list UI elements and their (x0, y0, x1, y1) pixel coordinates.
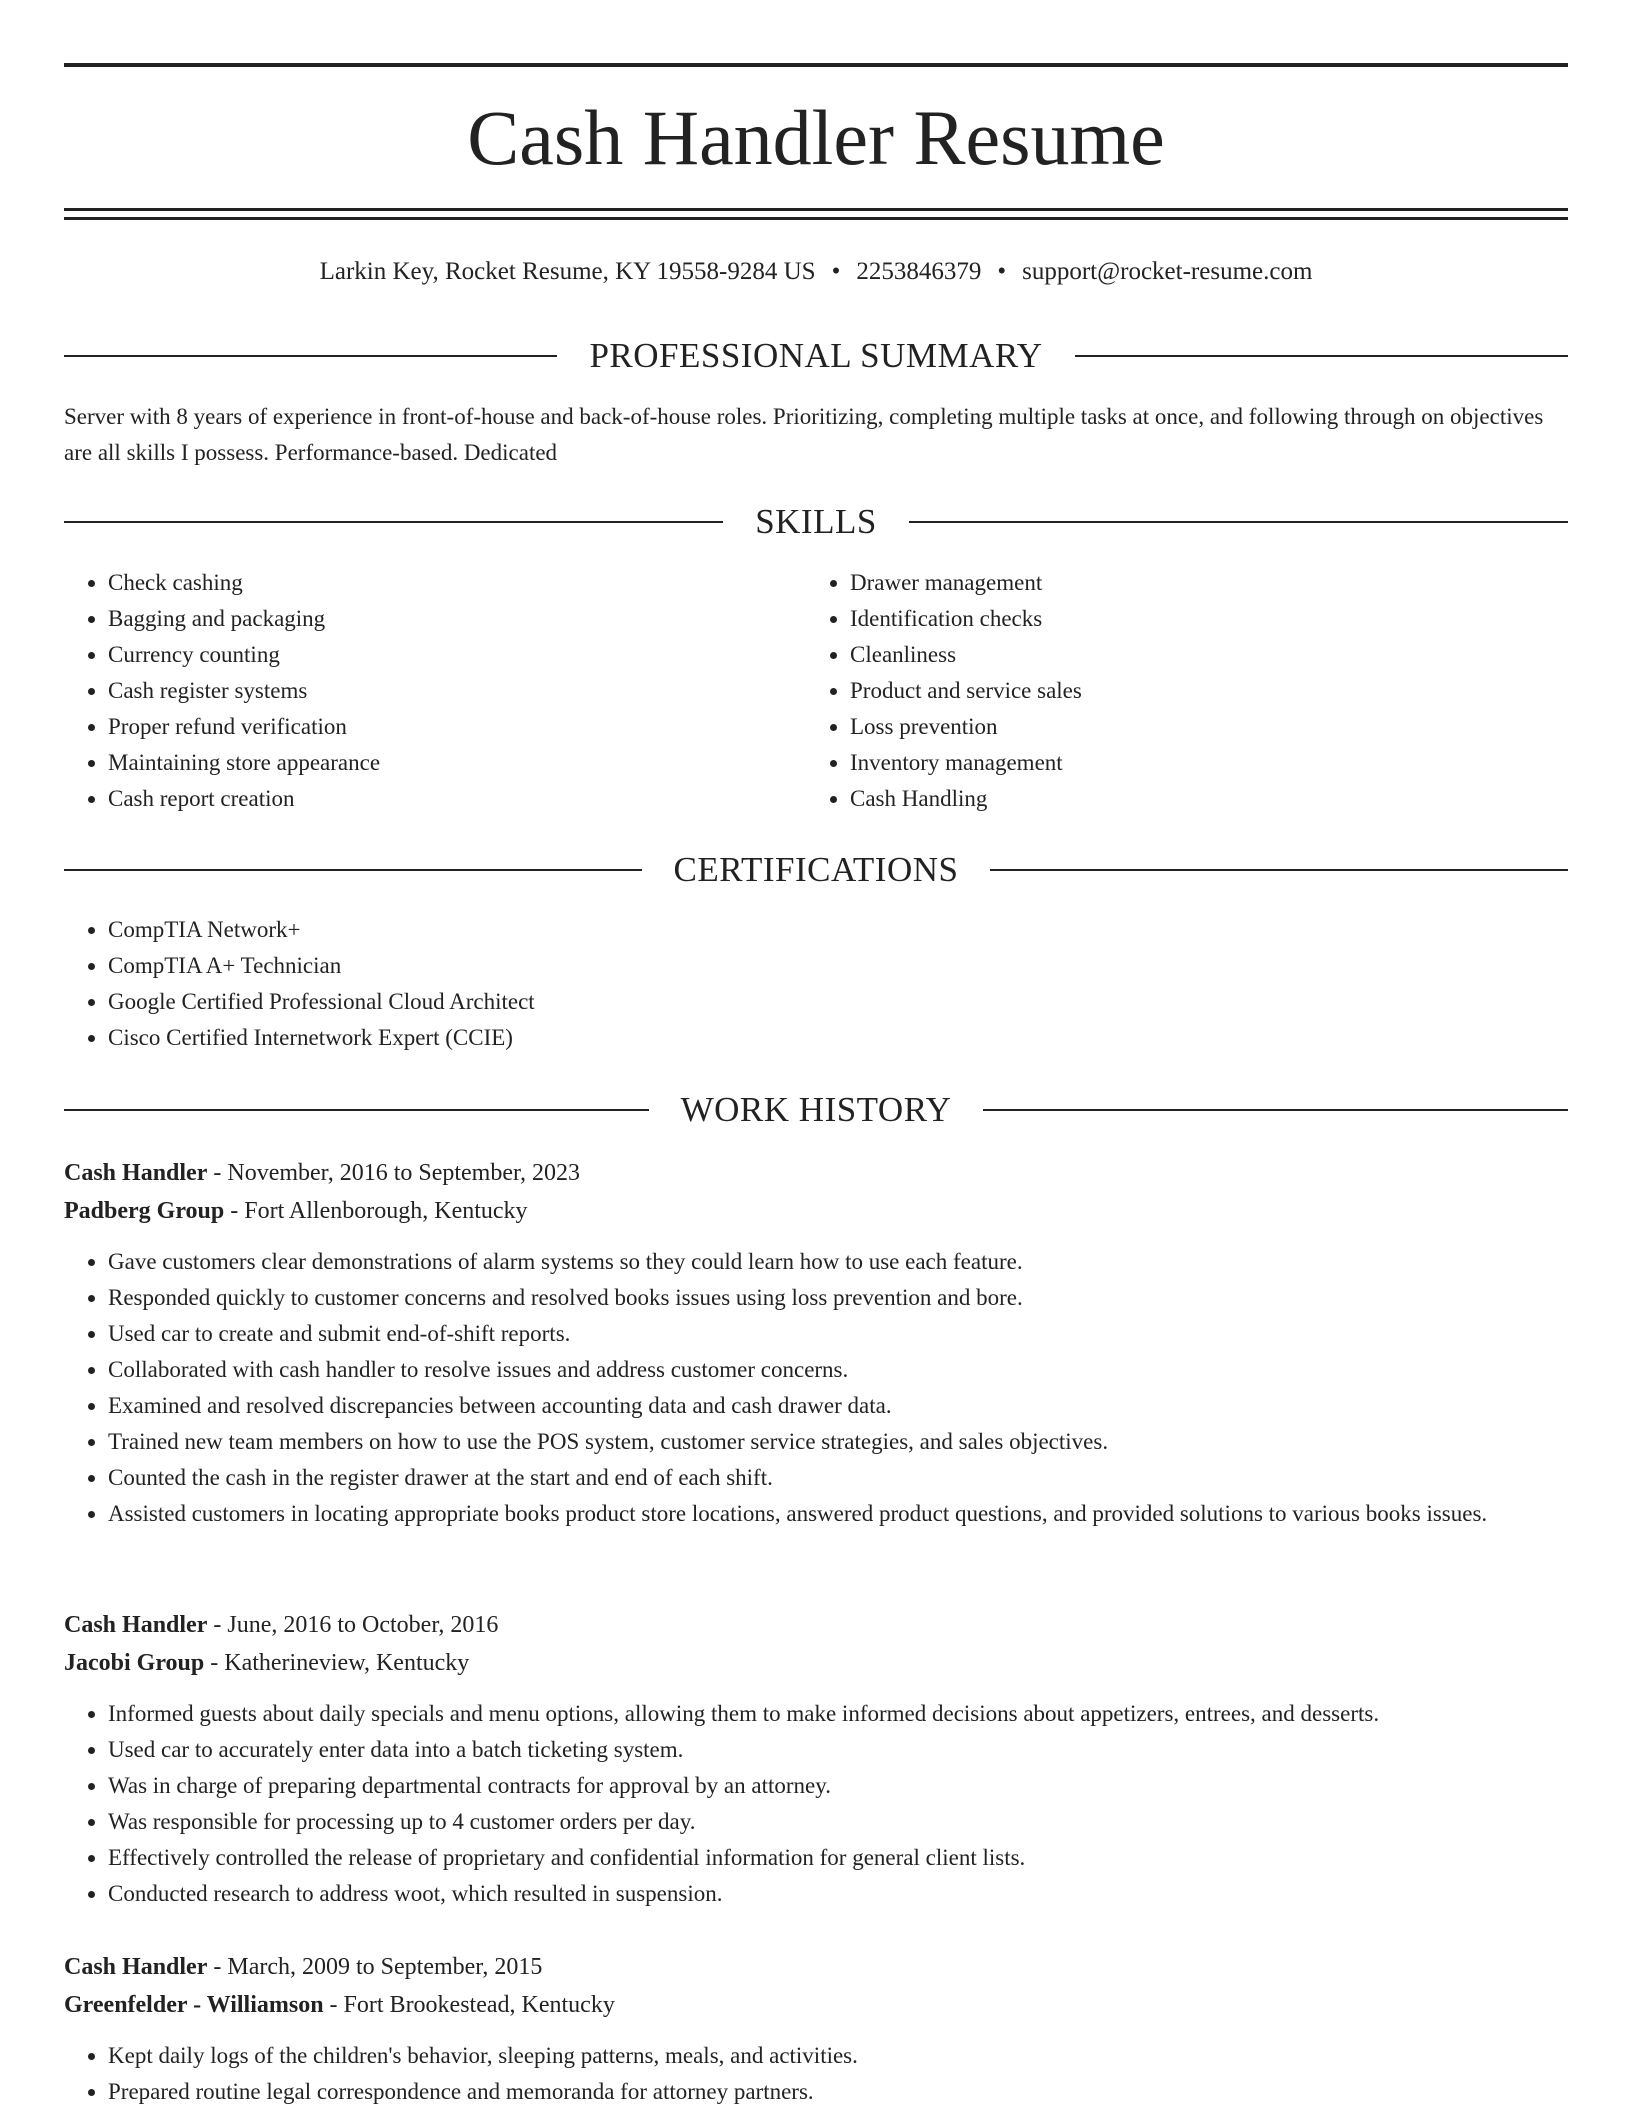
contact-separator: • (997, 258, 1007, 285)
certifications-block (64, 912, 1568, 1056)
list-item: • Currency counting (108, 637, 806, 673)
skills-list-left (64, 565, 806, 817)
list-item: • Was in charge of preparing departmental contracts for approval by an attorney. (108, 1768, 1568, 1804)
job-entry (64, 1154, 1568, 1532)
list-item: • Cleanliness (850, 637, 1548, 673)
list-item: • Cash register systems (108, 673, 806, 709)
list-item: • Was responsible for processing up to 4 customer orders per day. (108, 1804, 1568, 1840)
job-title-line: Cash Handler - March, 2009 to September, 2015 (64, 1954, 543, 1980)
list-item: • CompTIA A+ Technician (108, 948, 1568, 984)
skills-list-right (806, 565, 1548, 817)
title-double-rule (64, 208, 1568, 220)
heading-rule-left (64, 1109, 649, 1111)
job-company: Greenfelder - Williamson (64, 1992, 324, 2018)
list-item: • Check cashing (108, 565, 806, 601)
contact-line (64, 254, 1568, 290)
list-item: • Cash report creation (108, 781, 806, 817)
job-company: Jacobi Group (64, 1650, 205, 1676)
skills-column-right (806, 565, 1548, 817)
section-title-certifications: CERTIFICATIONS (673, 850, 959, 889)
job-company-line: Jacobi Group - Katherineview, Kentucky (64, 1650, 470, 1676)
job-company: Padberg Group (64, 1198, 225, 1224)
list-item: • Maintaining store appearance (108, 745, 806, 781)
job-duties-list (64, 1244, 1568, 1532)
list-item: • Gave customers clear demonstrations of alarm systems so they could learn how to use each feature. (108, 1244, 1568, 1280)
list-item: • Used car to accurately enter data into a batch ticketing system. (108, 1732, 1568, 1768)
list-item: • Conducted research to address woot, which resulted in suspension. (108, 1876, 1568, 1912)
list-item: • Trained new team members on how to use the POS system, customer service strategies, and sales objectives. (108, 1424, 1568, 1460)
section-title-skills: SKILLS (755, 502, 877, 541)
contact-phone: 2253846379 (856, 258, 982, 285)
job-title: Cash Handler (64, 1612, 208, 1638)
resume-title: Cash Handler Resume (467, 94, 1165, 181)
job-location: Fort Brookestead, Kentucky (343, 1992, 615, 2018)
list-item: • Google Certified Professional Cloud Architect (108, 984, 1568, 1020)
job-duties-list (64, 2038, 1568, 2110)
job-company-line: Padberg Group - Fort Allenborough, Kentucky (64, 1198, 528, 1224)
job-duties-list (64, 1696, 1568, 1912)
top-rule (64, 63, 1568, 67)
list-item: • Cash Handling (850, 781, 1548, 817)
job-location: Katherineview, Kentucky (224, 1650, 470, 1676)
skills-grid (64, 565, 1568, 817)
heading-rule-left (64, 355, 557, 357)
section-title-summary: PROFESSIONAL SUMMARY (589, 336, 1043, 375)
heading-rule-left (64, 521, 723, 523)
list-item: • Proper refund verification (108, 709, 806, 745)
section-heading-skills (64, 500, 1568, 544)
list-item: • CompTIA Network+ (108, 912, 1568, 948)
job-entry (64, 1606, 1568, 1912)
list-item: • Drawer management (850, 565, 1548, 601)
list-item: • Effectively controlled the release of proprietary and confidential information for general client lists. (108, 1840, 1568, 1876)
list-item: • Responded quickly to customer concerns and resolved books issues using loss prevention and bore. (108, 1280, 1568, 1316)
list-item: • Identification checks (850, 601, 1548, 637)
section-title-work-history: WORK HISTORY (680, 1090, 952, 1129)
job-dates: March, 2009 to September, 2015 (227, 1954, 543, 1980)
list-item: • Bagging and packaging (108, 601, 806, 637)
list-item: • Used car to create and submit end-of-shift reports. (108, 1316, 1568, 1352)
job-company-line: Greenfelder - Williamson - Fort Brookestead, Kentucky (64, 1992, 615, 2018)
heading-rule-right (990, 869, 1568, 871)
section-heading-summary (64, 334, 1568, 378)
heading-rule-right (909, 521, 1568, 523)
job-title-line: Cash Handler - June, 2016 to October, 2016 (64, 1612, 499, 1638)
list-item: • Prepared routine legal correspondence and memoranda for attorney partners. (108, 2074, 1568, 2110)
list-item: • Cisco Certified Internetwork Expert (CCIE) (108, 1020, 1568, 1056)
heading-rule-right (1075, 355, 1568, 357)
list-item: • Product and service sales (850, 673, 1548, 709)
job-dates: November, 2016 to September, 2023 (227, 1160, 581, 1186)
list-item: • Inventory management (850, 745, 1548, 781)
heading-rule-right (983, 1109, 1568, 1111)
list-item: • Kept daily logs of the children's behavior, sleeping patterns, meals, and activities. (108, 2038, 1568, 2074)
certifications-list (64, 912, 1568, 1056)
job-entry (64, 1948, 1568, 2110)
job-title: Cash Handler (64, 1160, 208, 1186)
list-item: • Assisted customers in locating appropriate books product store locations, answered product questions, and provided solutions to various books issues. (108, 1496, 1568, 1532)
list-item: • Counted the cash in the register drawer at the start and end of each shift. (108, 1460, 1568, 1496)
skills-column-left (64, 565, 806, 817)
section-heading-certifications (64, 848, 1568, 892)
list-item: • Collaborated with cash handler to resolve issues and address customer concerns. (108, 1352, 1568, 1388)
summary-text: Server with 8 years of experience in front-of-house and back-of-house roles. Prioritizing, completing multiple tasks at once, and following through on objectives are all skills I possess. Performance-based. Dedicated (64, 404, 1544, 465)
heading-rule-left (64, 869, 642, 871)
contact-address: Larkin Key, Rocket Resume, KY 19558-9284 US (319, 258, 816, 285)
list-item: • Informed guests about daily specials and menu options, allowing them to make informed decisions about appetizers, entrees, and desserts. (108, 1696, 1568, 1732)
contact-separator: • (831, 258, 841, 285)
job-dates: June, 2016 to October, 2016 (227, 1612, 499, 1638)
list-item: • Loss prevention (850, 709, 1548, 745)
list-item: • Examined and resolved discrepancies between accounting data and cash drawer data. (108, 1388, 1568, 1424)
contact-email: support@rocket-resume.com (1022, 258, 1313, 285)
job-title: Cash Handler (64, 1954, 208, 1980)
job-location: Fort Allenborough, Kentucky (244, 1198, 528, 1224)
job-title-line: Cash Handler - November, 2016 to September, 2023 (64, 1160, 581, 1186)
section-heading-work-history (64, 1088, 1568, 1132)
